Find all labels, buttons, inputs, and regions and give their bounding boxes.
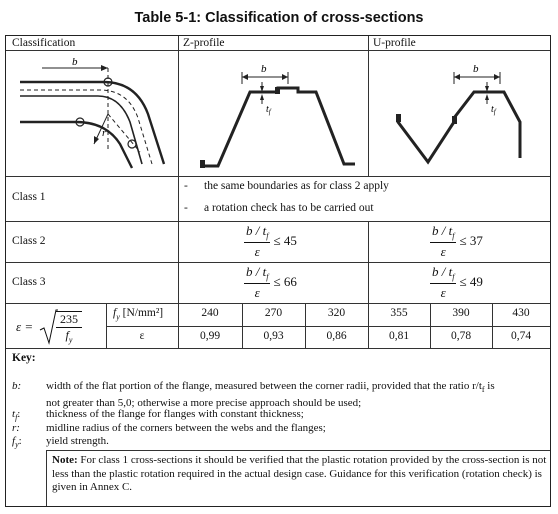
header-classification: Classification xyxy=(12,37,76,49)
class1-label: Class 1 xyxy=(12,191,46,203)
epsilon-denominator: $f_y$ xyxy=(65,328,73,345)
key-def-fy: yield strength. xyxy=(46,435,109,447)
epsilon-value: 0,93 xyxy=(263,330,284,342)
sqrt-icon xyxy=(38,308,58,346)
key-sym-b: b: xyxy=(12,380,22,392)
row-divider xyxy=(6,348,550,349)
label-tf: $t_f$ xyxy=(266,104,271,116)
key-def-r: midline radius of the corners between the webs and the flanges; xyxy=(46,422,326,434)
label-b: b xyxy=(72,56,78,68)
col-divider xyxy=(46,450,47,506)
epsilon-value: 0,78 xyxy=(450,330,472,342)
class1-rule-2: a rotation check has to be carried out xyxy=(204,202,374,214)
epsilon-formula xyxy=(16,308,104,346)
row-divider xyxy=(6,262,550,263)
label-b: b xyxy=(261,63,267,75)
col-divider xyxy=(178,176,179,348)
epsilon-value: 0,99 xyxy=(199,330,221,342)
class2-u-limit: $\frac{b / t_f}{\varepsilon}$ ≤ 37 xyxy=(432,223,483,259)
epsilon-value: 0,81 xyxy=(388,330,410,342)
epsilon-value: 0,74 xyxy=(510,330,532,342)
class2-z-limit: $\frac{b / t_f}{\varepsilon}$ ≤ 45 xyxy=(246,223,297,259)
fy-value: 270 xyxy=(264,307,283,319)
row-divider xyxy=(6,176,550,177)
label-r: r xyxy=(102,127,107,139)
epsilon-lhs: ε = xyxy=(16,319,34,334)
key-sym-fy: $f_y$: xyxy=(12,435,22,450)
row-divider xyxy=(6,303,550,304)
z-profile-diagram xyxy=(180,52,366,174)
key-sym-r: r: xyxy=(12,422,20,434)
epsilon-row-label: ε xyxy=(139,330,145,342)
table-title: Table 5-1: Classification of cross-sections xyxy=(134,10,424,26)
header-u-profile: U-profile xyxy=(373,37,416,49)
note: Note: For class 1 cross-sections it should be verified that the plastic rotation provided by the cross-section is not less than the plastic rotation required in the actual design case. Guidance for this verification (rotation check) is given in Annex C. xyxy=(52,454,547,493)
fy-value: 430 xyxy=(512,307,530,319)
row-divider xyxy=(6,50,550,51)
epsilon-value: 0,86 xyxy=(326,330,347,342)
key-heading: Key: xyxy=(12,352,36,364)
corner-geometry-diagram xyxy=(8,52,176,174)
key-sym-tf: $t_f$: xyxy=(12,408,21,423)
label-tf: $t_f$ xyxy=(491,104,496,116)
class3-label: Class 3 xyxy=(12,276,46,288)
class3-z-limit: $\frac{b / t_f}{\varepsilon}$ ≤ 66 xyxy=(246,264,297,300)
fy-value: 390 xyxy=(452,307,470,319)
bullet: - xyxy=(184,202,188,214)
row-divider xyxy=(106,326,550,327)
key-def-tf: thickness of the flange for flanges with constant thickness; xyxy=(46,408,304,420)
row-divider xyxy=(6,221,550,222)
col-divider xyxy=(368,36,369,176)
bullet: - xyxy=(184,180,188,192)
header-z-profile: Z-profile xyxy=(183,37,225,49)
class1-rule-1: the same boundaries as for class 2 apply xyxy=(204,180,389,192)
col-divider xyxy=(178,36,179,176)
fy-value: 355 xyxy=(390,307,408,319)
row-divider xyxy=(46,450,550,451)
fy-value: 320 xyxy=(327,307,346,319)
fy-label: $f_y$ [N/mm²] xyxy=(113,307,164,322)
class2-label: Class 2 xyxy=(12,235,46,247)
u-profile-diagram xyxy=(370,52,548,174)
class3-u-limit: $\frac{b / t_f}{\varepsilon}$ ≤ 49 xyxy=(432,264,483,300)
classification-table xyxy=(5,35,551,507)
key-def-b: width of the flat portion of the flange, measured between the corner radii, provided that the ratio $r/t_f$ is not greater than 5,0; otherwise a more precise approach should be used; xyxy=(46,380,495,409)
fy-value: 240 xyxy=(201,307,219,319)
epsilon-numerator: 235 xyxy=(56,312,82,328)
label-b: b xyxy=(473,63,479,75)
